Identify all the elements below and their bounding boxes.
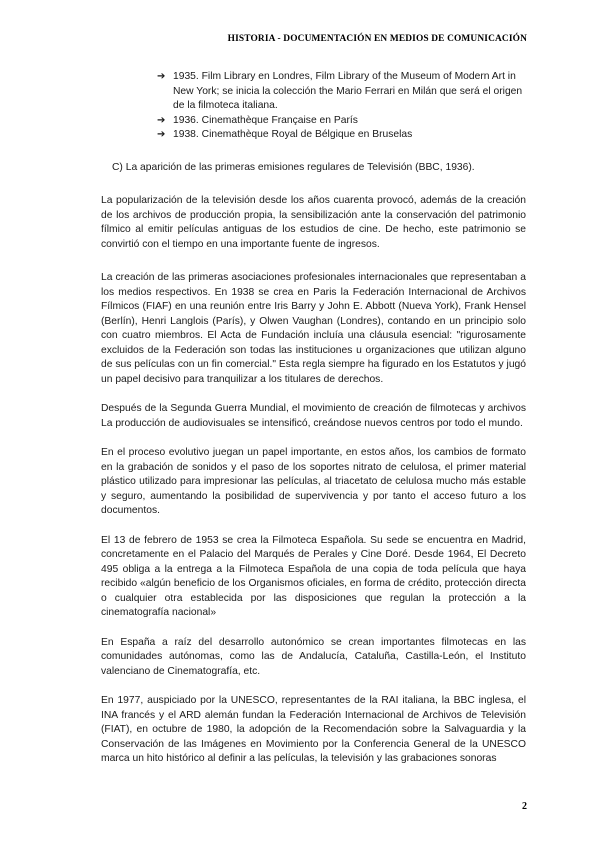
list-item — [157, 128, 526, 143]
list-item-text: 1935. Film Library en Londres, Film Library of the Museum of Modern Art in New York; se inicia la colección the Mario Ferrari en Milán que será el origen de la filmoteca italiana. — [173, 71, 523, 111]
bullet-list — [157, 70, 526, 143]
paragraph: La creación de las primeras asociaciones profesionales internacionales que representaban a los medios respectivos. En 1938 se crea en Paris la Federación Internacional de Archivos Fílmicos (FIAF) en una reunión entre Iris Barry y John E. Abbott (Nueva York), Frank Hensel (Berlín), Henri Langlois (París), y Olwen Vaughan (Londres), contando en un principio solo con cuatro miembros. El Acta de Fundación incluía una cláusula esencial: "rigurosamente excluidos de la Federación son todas las instituciones u organizaciones que utilizan alguno de sus películas con un fin comercial." Esta regla siempre ha figurado en los Estatutos y jugó un papel decisivo para tranquilizar a los titulares de derechos. — [101, 272, 526, 385]
paragraph: La popularización de la televisión desde los años cuarenta provocó, además de la creación de los archivos de producción propia, la sensibilización ante la conservación del patrimonio fílmico al emitir películas antiguas de los estudios de cine. De hecho, este patrimonio se convirtió con el tiempo en una importante fuente de ingresos. — [101, 195, 526, 250]
paragraph: En España a raíz del desarrollo autonómico se crean importantes filmotecas en las comunidades autónomas, como las de Andalucía, Cataluña, Castilla-León, el Instituto valenciano de Cinematografía, etc. — [101, 636, 526, 677]
arrow-right-icon: ➔ — [157, 114, 166, 126]
arrow-right-icon: ➔ — [157, 71, 166, 82]
page-content — [101, 70, 526, 767]
page-number: 2 — [522, 801, 527, 812]
paragraph: Después de la Segunda Guerra Mundial, el movimiento de creación de filmotecas y archivos La producción de audiovisuales se intensificó, creándose nuevos centros por todo el mundo. — [101, 403, 526, 429]
paragraph: En 1977, auspiciado por la UNESCO, representantes de la RAI italiana, la BBC inglesa, el INA francés y el ARD alemán fundan la Federación Internacional de Archivos de Televisión (FIAT), en octubre de 1980, la adopción de la Recomendación sobre la Salvaguardia y la Conservación de las Imágenes en Movimiento por la Conferencia General de la UNESCO marca un hito histórico al definir a las películas, la televisión y las grabaciones sonoras — [101, 695, 526, 764]
paragraph: El 13 de febrero de 1953 se crea la Filmoteca Española. Su sede se encuentra en Madrid, concretamente en el Palacio del Marqués de Perales y Cine Doré. Desde 1964, El Decreto 495 obliga a la entrega a la Filmoteca Española de una copia de toda película que haya recibido «algún beneficio de los Organismos oficiales, en forma de crédito, protección directa o cualquier otra establecida por las disposiciones que regulan la protección a la cinematografía nacional» — [101, 534, 526, 618]
list-item — [157, 114, 526, 129]
list-item-text: 1938. Cinemathèque Royal de Bélgique en Bruselas — [173, 129, 413, 140]
list-item-text: 1936. Cinemathèque Française en París — [173, 114, 358, 126]
list-item — [157, 70, 526, 114]
section-heading: C) La aparición de las primeras emisiones regulares de Televisión (BBC, 1936). — [112, 161, 475, 173]
running-header: HISTORIA - DOCUMENTACIÓN EN MEDIOS DE COMUNICACIÓN — [227, 34, 527, 44]
paragraph: En el proceso evolutivo juegan un papel importante, en estos años, los cambios de formato en la grabación de sonidos y el paso de los soportes nitrato de celulosa, el primer material plástico utilizado para impresionar las películas, al triacetato de celulosa mucho más estable y seguro, aumentando la posibilidad de supervivencia y por tanto el acceso futuro a los documentos. — [101, 447, 526, 516]
arrow-right-icon: ➔ — [157, 129, 166, 140]
